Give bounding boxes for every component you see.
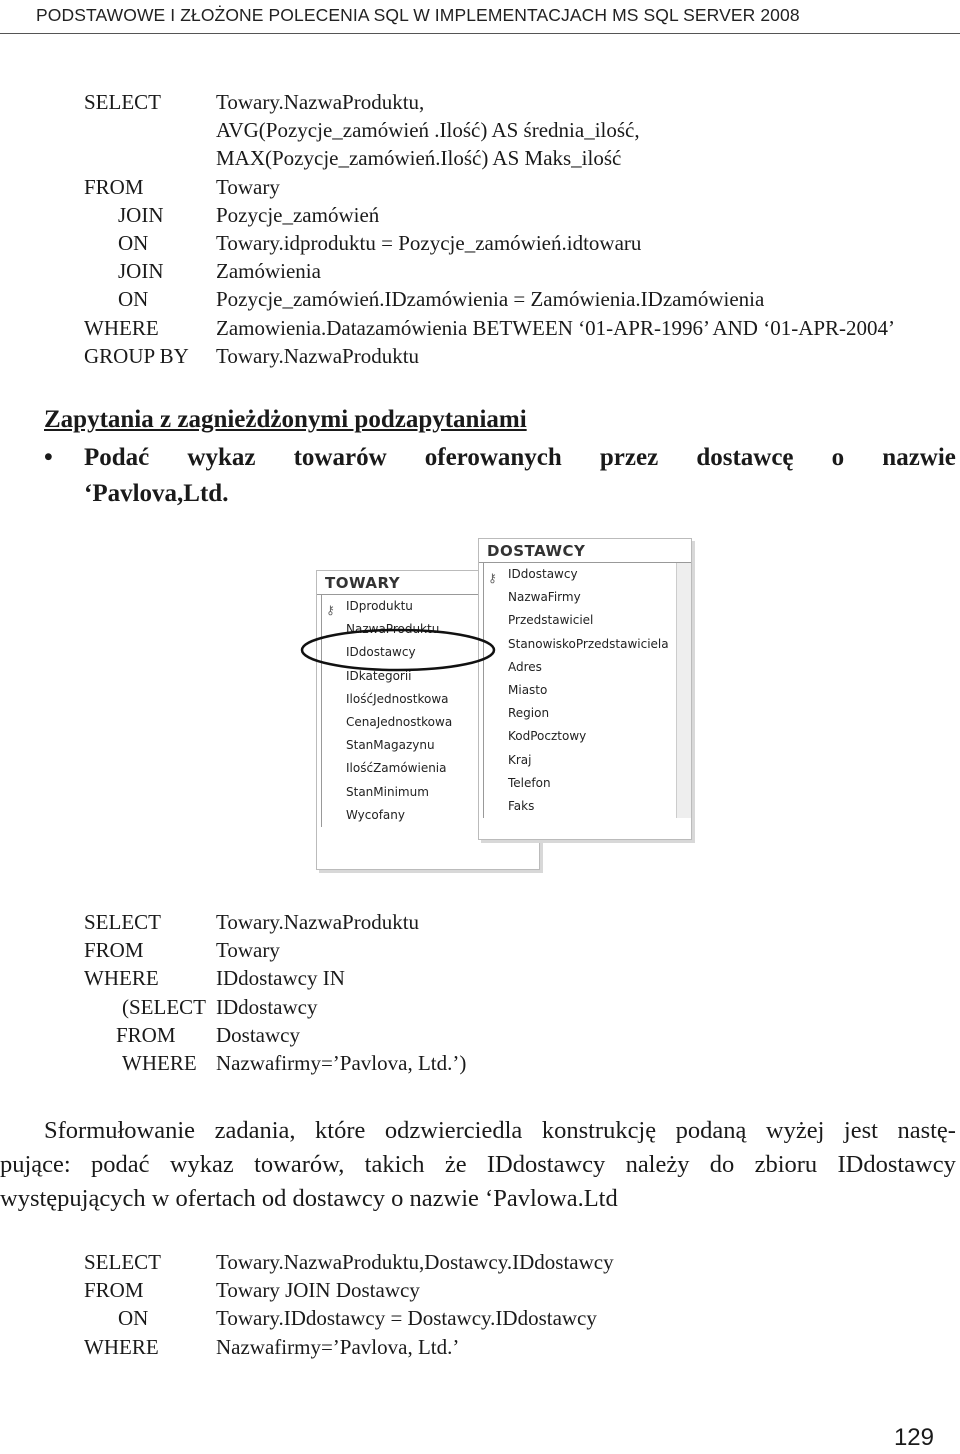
sql-text: Pozycje_zamówień.IDzamówienia = Zamówienia.IDzamówienia: [216, 287, 765, 312]
sql-text: Dostawcy: [216, 1022, 300, 1047]
paragraph-word: IDdostawcy: [486, 1151, 606, 1178]
sql-query-2: [84, 908, 466, 1077]
field-name: IDkategorii: [346, 668, 412, 683]
paragraph-word: odzwierciedla: [384, 1117, 523, 1144]
field-name: Faks: [508, 798, 535, 813]
paragraph-word: nastę-: [897, 1117, 956, 1144]
sql-line: [84, 1049, 466, 1077]
field-name: IDproduktu: [346, 599, 413, 613]
sql-line: [84, 229, 895, 257]
sql-line: [84, 173, 895, 201]
paragraph-word: towarów,: [254, 1151, 345, 1178]
table-field: [484, 749, 691, 772]
sql-line: [84, 908, 466, 936]
sql-text: Pozycje_zamówień: [216, 202, 380, 227]
sql-keyword: (SELECT: [122, 994, 206, 1019]
field-name: StanMagazynu: [346, 738, 435, 753]
sql-keyword: SELECT: [84, 90, 161, 114]
field-name: Region: [508, 706, 550, 721]
sql-keyword: ON: [118, 287, 149, 312]
sql-text: IDdostawcy: [216, 994, 318, 1019]
sql-line: [84, 144, 895, 172]
sql-text: Towary: [216, 938, 280, 963]
field-name: CenaJednostkowa: [346, 714, 453, 729]
bullet-word: oferowanych: [424, 444, 562, 471]
sql-keyword: ON: [118, 1306, 149, 1331]
sql-line: [84, 88, 895, 116]
sql-keyword: GROUP BY: [84, 343, 189, 368]
paragraph-word: IDdostawcy: [837, 1151, 956, 1178]
sql-line: [84, 257, 895, 285]
sql-text: Zamowienia.Datazamówienia BETWEEN ‘01-APR-1996’ AND ‘01-APR-2004’: [216, 315, 896, 340]
table-field: [484, 633, 691, 656]
bullet-word: przez: [599, 444, 659, 471]
paragraph-word: podaną: [675, 1117, 747, 1144]
sql-keyword: JOIN: [118, 259, 164, 284]
sql-keyword: SELECT: [84, 910, 161, 934]
sql-query-3: [84, 1248, 614, 1361]
sql-text: Towary.idproduktu = Pozycje_zamówień.idtowaru: [216, 230, 642, 255]
sql-text: Nazwafirmy=’Pavlova, Ltd.’: [216, 1334, 460, 1359]
sql-text: Towary: [216, 174, 280, 199]
bullet-word: dostawcę: [696, 444, 794, 471]
paragraph-word: Sformułowanie: [44, 1117, 196, 1144]
sql-line: [84, 936, 466, 964]
schema-diagram: [312, 538, 698, 870]
bullet-icon: •: [44, 444, 53, 471]
sql-text: MAX(Pozycje_zamówień.Ilość) AS Maks_ilość: [216, 146, 622, 171]
sql-text: AVG(Pozycje_zamówień .Ilość) AS średnia_ilość,: [216, 118, 640, 143]
paragraph-word: wyżej: [765, 1117, 825, 1144]
paragraph-word: zadania,: [214, 1117, 296, 1144]
sql-line: [84, 314, 895, 342]
field-name: KodPocztowy: [508, 729, 587, 744]
table-field: [484, 563, 691, 586]
table-field: [484, 795, 691, 818]
paragraph-word: które: [315, 1117, 366, 1144]
field-name: Kraj: [508, 752, 532, 767]
body-paragraph: [0, 1114, 956, 1216]
sql-text: Nazwafirmy=’Pavlova, Ltd.’): [216, 1050, 467, 1075]
key-icon: ⚷: [488, 571, 497, 585]
field-name: IDdostawcy: [508, 567, 578, 581]
paragraph-word: pujące:: [0, 1151, 71, 1178]
sql-keyword: [84, 144, 216, 172]
paragraph-word: do: [709, 1151, 735, 1178]
sql-keyword: FROM: [84, 938, 144, 963]
field-name: IlośćJednostkowa: [346, 691, 449, 706]
bullet-word: Podać: [84, 444, 150, 471]
table-field: [484, 586, 691, 609]
sql-line: [84, 1248, 614, 1276]
sql-text: Towary.NazwaProduktu,Dostawcy.IDdostawcy: [216, 1250, 614, 1274]
sql-query-1: [84, 88, 895, 370]
sql-line: [84, 964, 466, 992]
paragraph-word: wykaz: [169, 1151, 234, 1178]
sql-text: Towary.IDdostawcy = Dostawcy.IDdostawcy: [216, 1306, 597, 1331]
field-name: NazwaFirmy: [508, 590, 581, 605]
bullet-word: wykaz: [187, 444, 256, 471]
paragraph-word: należy: [625, 1151, 690, 1178]
section-title: Zapytania z zagnieżdżonymi podzapytaniami: [44, 406, 527, 433]
sql-keyword: FROM: [84, 1278, 144, 1303]
table-field: [484, 725, 691, 748]
table-dostawcy: [478, 538, 692, 840]
table-field: [484, 679, 691, 702]
table-title: DOSTAWCY: [479, 539, 691, 563]
sql-line: [84, 342, 895, 370]
field-name: Telefon: [508, 775, 551, 790]
sql-keyword: SELECT: [84, 1250, 161, 1274]
field-name: Miasto: [508, 682, 548, 697]
field-name: StanMinimum: [346, 784, 429, 799]
field-name: Wycofany: [346, 807, 405, 822]
field-name: StanowiskoPrzedstawiciela: [508, 636, 669, 651]
key-icon: ⚷: [326, 603, 335, 617]
paragraph-word: zbioru: [754, 1151, 818, 1178]
sql-keyword: [84, 116, 216, 144]
bullet-item: [44, 440, 956, 512]
page-number: 129: [893, 1424, 934, 1451]
sql-line: [84, 1333, 614, 1361]
sql-line: [84, 993, 466, 1021]
table-field: [484, 609, 691, 632]
field-name: IDdostawcy: [346, 645, 416, 660]
field-name: NazwaProduktu: [346, 622, 440, 637]
sql-line: [84, 201, 895, 229]
paragraph-word: konstrukcję: [541, 1117, 657, 1144]
sql-line: [84, 1304, 614, 1332]
field-name: Przedstawiciel: [508, 613, 594, 628]
sql-keyword: WHERE: [84, 1334, 159, 1359]
field-name: Adres: [508, 659, 542, 674]
paragraph-word: jest: [843, 1117, 878, 1144]
sql-keyword: WHERE: [84, 315, 159, 340]
bullet-word: towarów: [293, 444, 387, 471]
sql-line: [84, 1276, 614, 1304]
sql-keyword: WHERE: [84, 966, 159, 991]
field-list: [483, 563, 691, 818]
table-title: TOWARY: [317, 571, 539, 595]
highlight-ellipse: [288, 618, 508, 698]
sql-line: [84, 285, 895, 313]
paragraph-word: podać: [91, 1151, 150, 1178]
table-field: [484, 702, 691, 725]
paragraph-line-3: występujących w ofertach od dostawcy o nazwie ‘Pavlowa.Ltd: [0, 1185, 618, 1212]
sql-text: Zamówienia: [216, 259, 321, 284]
bullet-text-line-1: [84, 440, 956, 476]
sql-keyword: JOIN: [118, 202, 164, 227]
sql-keyword: WHERE: [122, 1050, 197, 1075]
bullet-word: nazwie: [882, 444, 956, 471]
running-header: PODSTAWOWE I ZŁOŻONE POLECENIA SQL W IMPLEMENTACJACH MS SQL SERVER 2008: [0, 0, 960, 34]
paragraph-line-2: [0, 1148, 956, 1182]
field-name: IlośćZamówienia: [346, 761, 447, 776]
paragraph-word: takich: [364, 1151, 425, 1178]
sql-text: Towary JOIN Dostawcy: [216, 1278, 420, 1303]
table-field: [484, 656, 691, 679]
bullet-text-line-2: ‘Pavlova,Ltd.: [84, 480, 229, 507]
sql-keyword: ON: [118, 230, 149, 255]
sql-line: [84, 116, 895, 144]
sql-keyword: FROM: [84, 174, 144, 199]
bullet-word: o: [831, 444, 845, 471]
sql-keyword: FROM: [116, 1022, 176, 1047]
sql-text: Towary.NazwaProduktu,: [216, 90, 425, 114]
paragraph-word: że: [444, 1151, 467, 1178]
paragraph-line-1: [0, 1114, 956, 1148]
sql-text: Towary.NazwaProduktu: [216, 910, 420, 934]
sql-line: [84, 1021, 466, 1049]
sql-text: IDdostawcy IN: [216, 966, 345, 991]
table-field: [484, 772, 691, 795]
sql-text: Towary.NazwaProduktu: [216, 343, 420, 368]
